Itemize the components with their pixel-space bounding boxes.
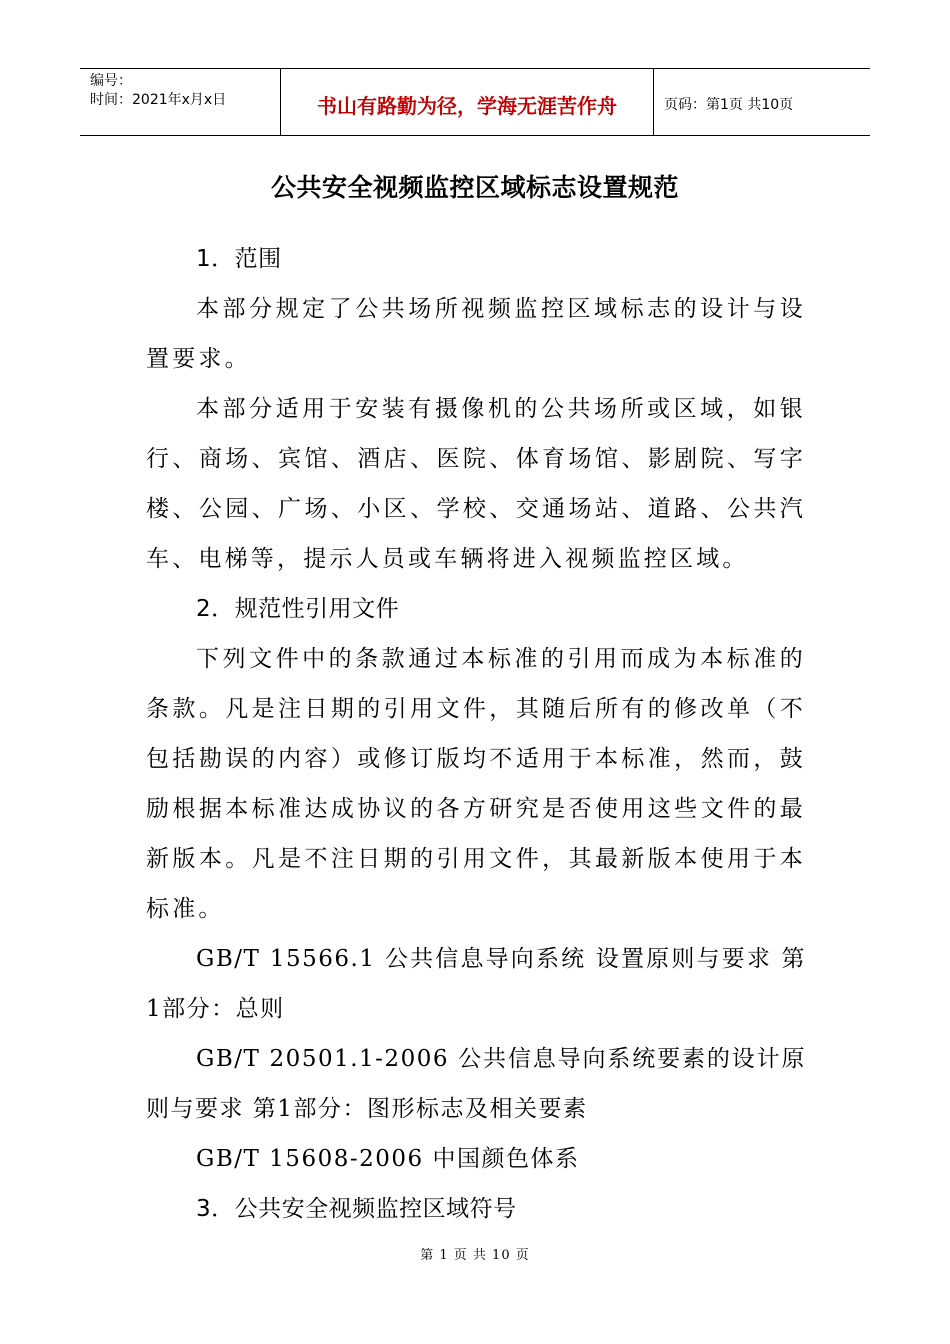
document-body [146,234,806,1234]
reference-item: GB/T 20501.1-2006 公共信息导向系统要素的设计原则与要求 第1部分：图形标志及相关要素 [146,1046,806,1122]
paragraph: 本部分适用于安装有摄像机的公共场所或区域，如银行、商场、宾馆、酒店、医院、体育场馆、影剧院、写字楼、公园、广场、小区、学校、交通场站、道路、公共汽车、电梯等，提示人员或车辆将进入视频监控区域。 [146,396,806,572]
reference-item: GB/T 15566.1 公共信息导向系统 设置原则与要求 第1部分：总则 [146,946,806,1022]
section-heading-symbol: 3．公共安全视频监控区域符号 [196,1196,517,1222]
header-motto: 书山有路勤为径，学海无涯苦作舟 [281,69,654,135]
reference-item: GB/T 15608-2006 中国颜色体系 [196,1146,580,1172]
header-time: 时间：2021年x月x日 [90,92,227,108]
header-meta [80,69,281,135]
paragraph: 本部分规定了公共场所视频监控区域标志的设计与设置要求。 [146,296,806,372]
page-footer: 第 1 页 共 10 页 [420,1248,530,1263]
header-page-info: 页码：第1页 共10页 [664,97,794,113]
document-title: 公共安全视频监控区域标志设置规范 [270,173,679,202]
section-heading-references: 2．规范性引用文件 [196,596,400,622]
header-number: 编号： [90,73,132,89]
page-header [80,68,870,136]
paragraph: 下列文件中的条款通过本标准的引用而成为本标准的条款。凡是注日期的引用文件，其随后所有的修改单（不包括勘误的内容）或修订版均不适用于本标准，然而，鼓励根据本标准达成协议的各方研究是否使用这些文件的最新版本。凡是不注日期的引用文件，其最新版本使用于本标准。 [146,646,806,922]
section-heading-scope: 1．范围 [196,246,282,272]
